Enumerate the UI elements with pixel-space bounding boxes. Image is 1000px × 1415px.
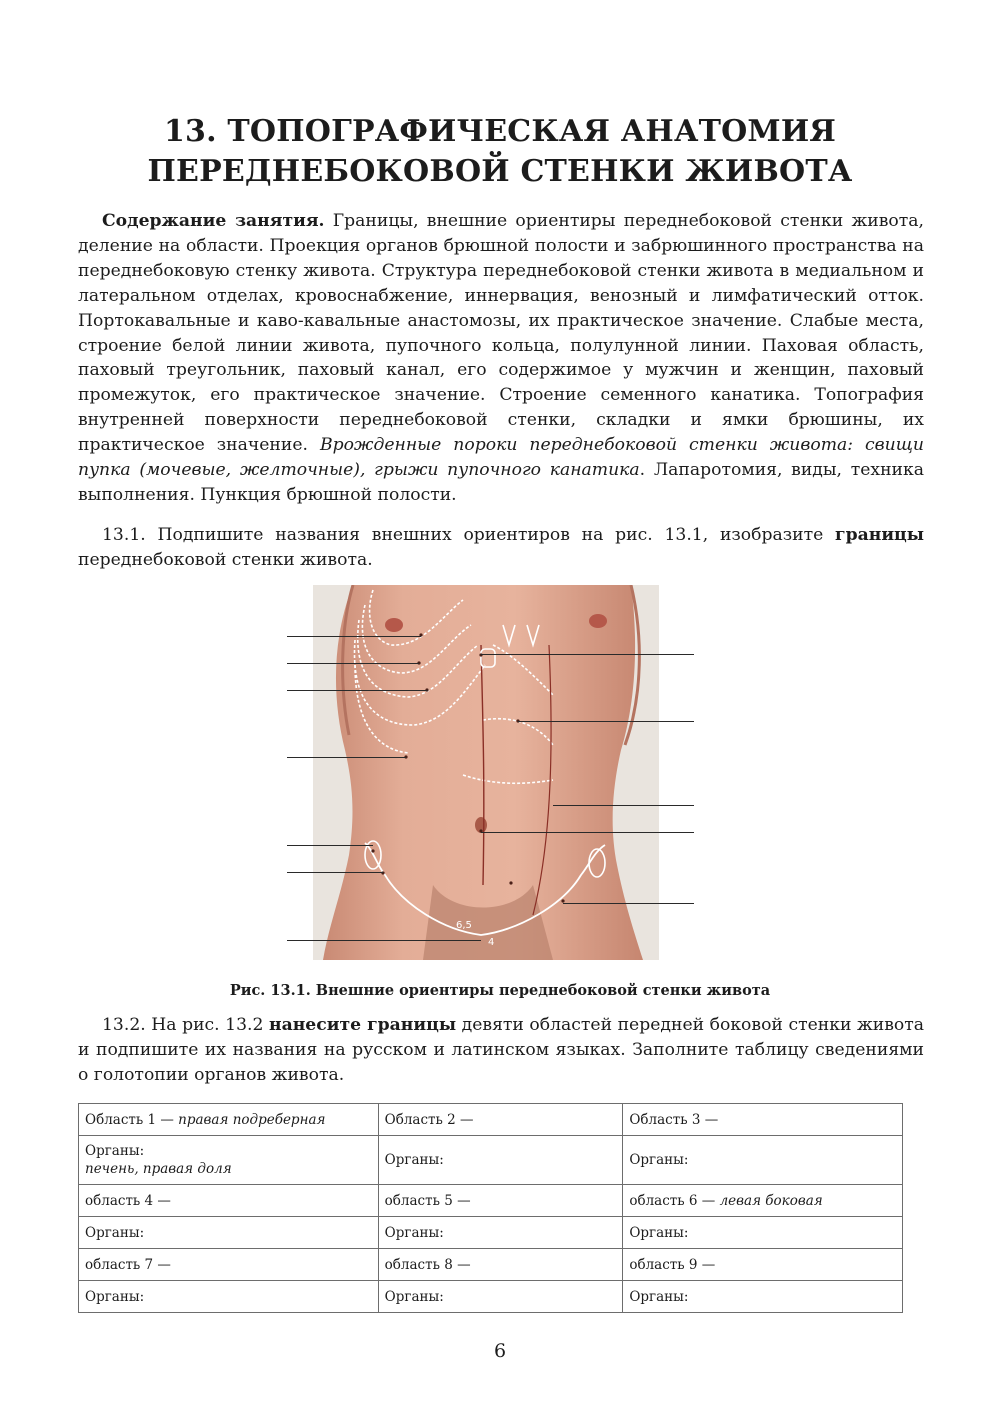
- figure-caption: Рис. 13.1. Внешние ориентиры переднебоковой стенки живота: [229, 982, 771, 999]
- table-cell[interactable]: [623, 1136, 903, 1185]
- label-line-left-6: [287, 872, 383, 873]
- measure-mark-1: 6,5: [456, 920, 472, 931]
- task-13-1-text: 13.1. Подпишите названия внешних ориентиров на рис. 13.1, изобразите: [102, 525, 836, 545]
- label-line-left-1: [287, 636, 421, 637]
- table-row: [79, 1185, 903, 1217]
- table-cell[interactable]: [623, 1281, 903, 1313]
- task-13-2-text: 13.2. На рис. 13.2: [102, 1015, 270, 1035]
- page-number: 6: [493, 1340, 507, 1362]
- chapter-title-line-2: ПЕРЕДНЕБОКОВОЙ СТЕНКИ ЖИВОТА: [147, 154, 853, 189]
- table-row: [79, 1217, 903, 1249]
- organs-label: Органы:: [629, 1152, 689, 1168]
- table-cell[interactable]: [79, 1249, 379, 1281]
- label-line-right-5: [563, 903, 694, 904]
- organs-label: Органы:: [85, 1224, 145, 1241]
- region-label: область 8 —: [384, 1256, 471, 1273]
- label-line-left-2: [287, 663, 419, 664]
- region-label: область 9 —: [629, 1256, 716, 1273]
- label-line-left-4: [287, 757, 406, 758]
- task-13-1-text-end: переднебоковой стенки живота.: [78, 549, 373, 570]
- region-label: Область 2 —: [384, 1111, 474, 1128]
- regions-organs-table: [78, 1103, 903, 1313]
- table-row: [79, 1104, 903, 1136]
- label-line-right-1: [481, 654, 694, 655]
- table-cell[interactable]: [378, 1249, 623, 1281]
- task-13-1-bold: границы: [835, 525, 924, 545]
- organs-value: печень, правая доля: [85, 1161, 232, 1177]
- organs-label: Органы:: [629, 1288, 689, 1305]
- region-label: область 7 —: [85, 1256, 171, 1273]
- table-cell[interactable]: [623, 1217, 903, 1249]
- table-cell[interactable]: [79, 1185, 379, 1217]
- label-line-right-3: [553, 805, 694, 806]
- region-label: область 4 —: [85, 1192, 171, 1209]
- chapter-title: [0, 112, 1000, 192]
- label-line-left-3: [287, 690, 427, 691]
- region-label: область 5 —: [384, 1192, 471, 1209]
- task-13-2-paragraph: [78, 1013, 924, 1088]
- table-row: [79, 1136, 903, 1185]
- table-cell[interactable]: [79, 1217, 379, 1249]
- table-cell[interactable]: [378, 1185, 623, 1217]
- organs-label: Органы:: [629, 1224, 689, 1241]
- label-line-left-7: [287, 940, 481, 941]
- lesson-content-text-end: . Лапаротомия, виды, техника выполнения. Пункция брюшной полости.: [78, 460, 924, 505]
- table-cell[interactable]: [623, 1104, 903, 1136]
- table-cell[interactable]: [378, 1104, 623, 1136]
- region-label: область 6 —: [629, 1192, 720, 1209]
- organs-label: Органы:: [384, 1288, 444, 1305]
- region-value: левая боковая: [719, 1192, 823, 1209]
- organs-label: Органы:: [85, 1143, 145, 1159]
- table-cell[interactable]: [623, 1249, 903, 1281]
- label-line-right-2: [518, 721, 694, 722]
- table-cell[interactable]: [378, 1281, 623, 1313]
- organs-label: Органы:: [85, 1288, 145, 1305]
- task-13-2-bold: нанесите границы: [269, 1015, 457, 1035]
- lesson-content-paragraph: [78, 209, 924, 508]
- region-label: Область 1 —: [85, 1111, 179, 1128]
- table-cell[interactable]: [623, 1185, 903, 1217]
- table-row: [79, 1249, 903, 1281]
- region-value: правая подреберная: [178, 1111, 326, 1128]
- organs-label: Органы:: [384, 1152, 444, 1168]
- right-nipple: [385, 618, 403, 632]
- region-label: Область 3 —: [629, 1111, 719, 1128]
- lesson-content-italic: Врожденные пороки переднебоковой стенки живота: свищи пупка (мочевые, желточные), грыжи пупочного канатика: [78, 435, 924, 481]
- label-line-left-5: [287, 845, 373, 846]
- lesson-content-text: Границы, внешние ориентиры переднебоковой стенки живота, деление на области. Проекция органов брюшной полости и забрюшинного пространства на переднебоковую стенку живота. Структура переднебоковой стенки живота в медиальном и латеральном отделах, кровоснабжение, иннервация, венозный и лимфатический отток. Портокавальные и каво-кавальные анастомозы, их практическое значение. Слабые места, строение белой линии живота, пупочного кольца, полулунной линии. Паховая область, паховый треугольник, паховый канал, его содержимое у мужчин и женщин, паховый промежуток, его практическое значение. Строение семенного канатика. Топография внутренней поверхности переднебоковой стенки, складки и ямки брюшины, их практическое значение.: [78, 211, 924, 456]
- label-line-right-4: [481, 832, 694, 833]
- table-cell[interactable]: [79, 1281, 379, 1313]
- chapter-title-line-1: 13. ТОПОГРАФИЧЕСКАЯ АНАТОМИЯ: [163, 114, 837, 149]
- table-cell[interactable]: [378, 1217, 623, 1249]
- left-nipple: [589, 614, 607, 628]
- table-cell[interactable]: [79, 1136, 379, 1185]
- table-cell[interactable]: [79, 1104, 379, 1136]
- table-cell[interactable]: [378, 1136, 623, 1185]
- table-row: [79, 1281, 903, 1313]
- task-13-1-paragraph: [78, 523, 924, 573]
- measure-mark-2: 4: [488, 937, 495, 948]
- lesson-content-lead: Содержание занятия.: [102, 211, 325, 231]
- organs-label: Органы:: [384, 1224, 444, 1241]
- task-13-2-text-end: девяти областей передней боковой стенки живота и подпишите их названия на русском и латинском языках. Заполните таблицу сведениями о голотопии органов живота.: [78, 1015, 925, 1085]
